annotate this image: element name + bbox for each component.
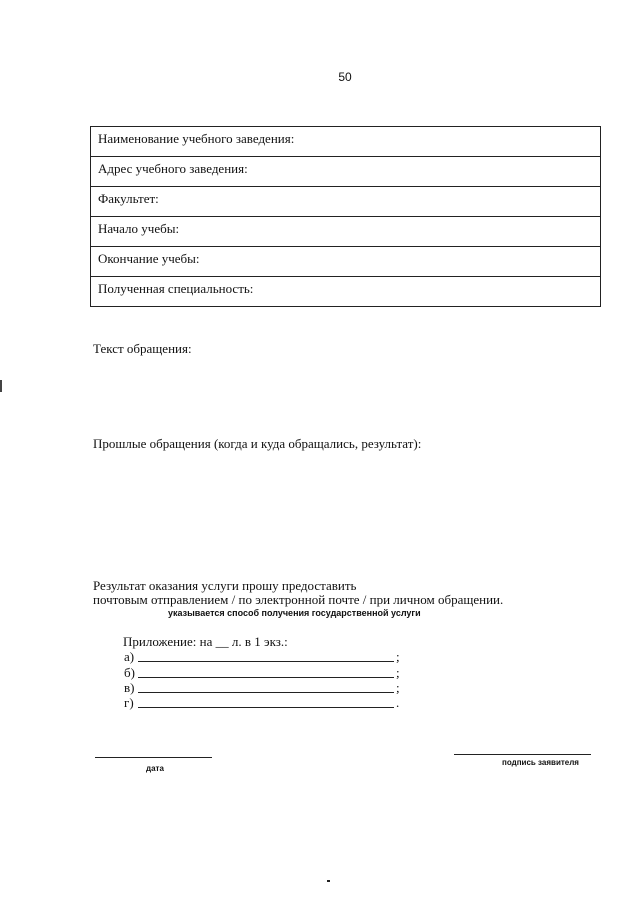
- table-row-faculty: Факультет:: [91, 187, 600, 217]
- attachment-item-v: [124, 680, 414, 696]
- scan-edge-mark: [0, 380, 2, 392]
- attachment-blank-line: [138, 692, 394, 693]
- table-row-institution-address: Адрес учебного заведения:: [91, 157, 600, 187]
- result-delivery-methods: почтовым отправлением / по электронной почте / при личном обращении.: [93, 592, 504, 607]
- attachment-item-b: [124, 665, 414, 681]
- attachment-letter: г): [124, 695, 134, 710]
- attachment-item-g: [124, 695, 414, 711]
- table-row-institution-name: Наименование учебного заведения:: [91, 127, 600, 157]
- result-hint-caption: указывается способ получения государственной услуги: [168, 608, 421, 618]
- date-line: [95, 757, 212, 758]
- attachment-terminator: ;: [396, 665, 400, 680]
- attachment-terminator: .: [396, 695, 400, 710]
- signature-line: [454, 754, 591, 755]
- table-row-specialty: Полученная специальность:: [98, 281, 254, 296]
- attachment-item-a: [124, 649, 414, 665]
- request-text-label: Текст обращения:: [93, 341, 192, 356]
- table-row-study-start: Начало учебы:: [91, 217, 600, 247]
- page-number: 50: [338, 70, 352, 84]
- attachment-terminator: ;: [396, 649, 400, 664]
- attachment-blank-line: [138, 677, 394, 678]
- scan-speck: [327, 880, 330, 882]
- previous-requests-label: Прошлые обращения (когда и куда обращались, результат):: [93, 436, 422, 451]
- attachment-letter: а): [124, 649, 135, 664]
- signature-label: подпись заявителя: [502, 758, 579, 767]
- education-info-table: [90, 126, 601, 307]
- attachment-blank-line: [138, 661, 394, 662]
- table-row-study-end: Окончание учебы:: [91, 247, 600, 277]
- result-request-text: Результат оказания услуги прошу предоставить: [93, 578, 357, 593]
- attachments-title: Приложение: на __ л. в 1 экз.:: [123, 634, 288, 649]
- attachment-blank-line: [138, 707, 394, 708]
- attachment-letter: в): [124, 680, 135, 695]
- date-label: дата: [146, 764, 164, 773]
- attachment-terminator: ;: [396, 680, 400, 695]
- attachment-letter: б): [124, 665, 135, 680]
